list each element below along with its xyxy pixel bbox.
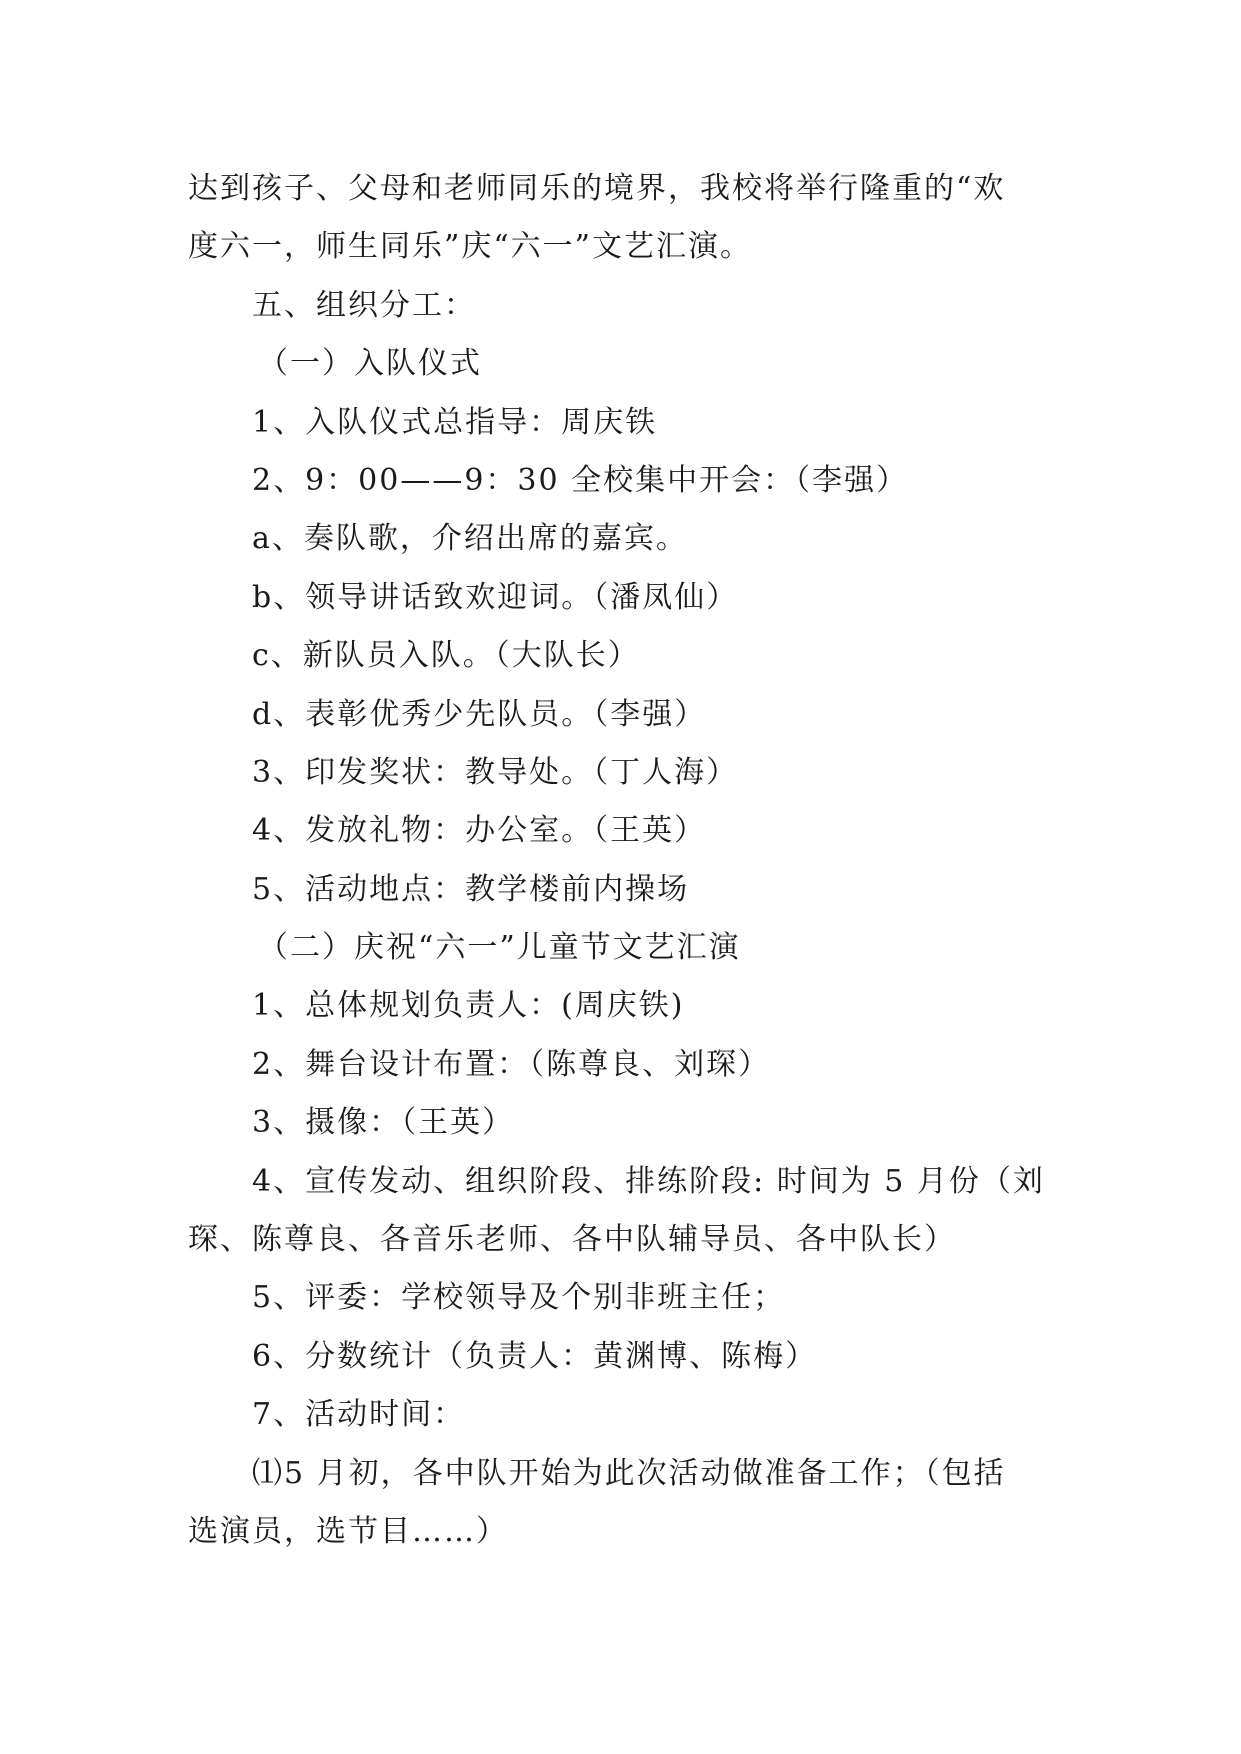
paragraph-line: 琛、陈尊良、各音乐老师、各中队辅导员、各中队长） xyxy=(188,1222,956,1258)
list-item: 6、分数统计（负责人：黄渊博、陈梅） xyxy=(252,1338,818,1374)
list-item: 1、总体规划负责人：(周庆铁) xyxy=(252,988,685,1024)
subsection-heading: （二）庆祝“六一”儿童节文艺汇演 xyxy=(258,930,741,966)
list-item: b、领导讲话致欢迎词。（潘凤仙） xyxy=(252,579,739,615)
list-item: 4、发放礼物：办公室。（王英） xyxy=(252,813,707,849)
paragraph-line: 达到孩子、父母和老师同乐的境界，我校将举行隆重的“欢 xyxy=(188,171,1006,206)
subsection-heading: （一）入队仪式 xyxy=(258,346,482,382)
list-item: 2、9：00——9：30 全校集中开会：（李强） xyxy=(252,462,909,498)
list-item: 4、宣传发动、组织阶段、排练阶段: 时间为 5 月份（刘 xyxy=(252,1163,1045,1199)
list-item: d、表彰优秀少先队员。（李强） xyxy=(252,696,707,732)
list-item: 5、评委：学校领导及个别非班主任； xyxy=(252,1280,786,1316)
list-item: 7、活动时间： xyxy=(252,1397,466,1433)
list-item: ⑴5 月初，各中队开始为此次活动做准备工作；（包括 xyxy=(252,1455,1006,1491)
list-item: 3、印发奖状：教导处。（丁人海） xyxy=(252,754,739,790)
section-heading: 五、组织分工： xyxy=(252,287,476,323)
list-item: 3、摄像：（王英） xyxy=(252,1105,515,1141)
paragraph-line: 选演员，选节目……） xyxy=(188,1513,508,1549)
list-item: 1、入队仪式总指导：周庆铁 xyxy=(252,404,658,440)
paragraph-line: 度六一，师生同乐”庆“六一”文艺汇演。 xyxy=(188,229,753,265)
document-body xyxy=(188,160,1068,1561)
list-item: 5、活动地点：教学楼前内操场 xyxy=(252,871,690,907)
list-item: a、奏队歌，介绍出席的嘉宾。 xyxy=(252,521,688,557)
list-item: 2、舞台设计布置：（陈尊良、刘琛） xyxy=(252,1046,771,1082)
list-item: c、新队员入队。（大队长） xyxy=(252,638,640,674)
